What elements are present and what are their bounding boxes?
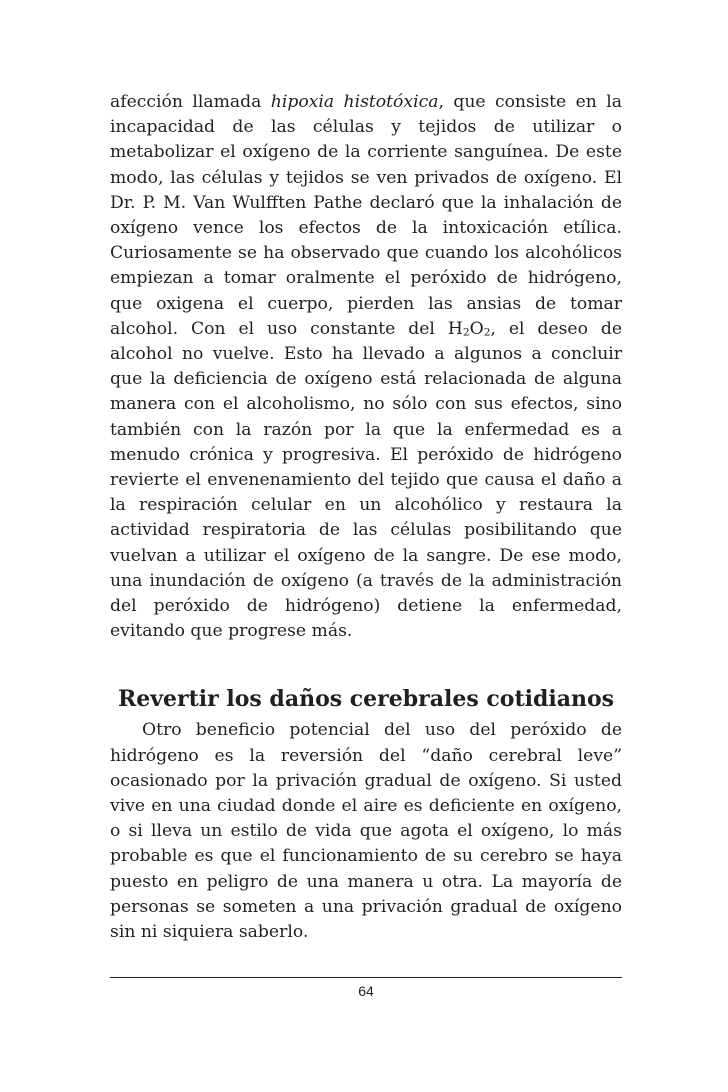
paragraph-text-start: afección llamada bbox=[110, 92, 271, 112]
paragraph-text-end: , el deseo de alcohol no vuelve. Esto ha llevado a algunos a concluir que la deficiencia de oxígeno está relacionada de alguna manera con el alcoholismo, no sólo con sus efectos, sino también con la razón por la que la enfermedad es a menudo crónica y progresiva. El peróxido de hidrógeno revierte el envenenamiento del tejido que causa el daño a la respiración celular en un alcohólico y restaura la actividad respiratoria de las células posibilitando que vuelvan a utilizar el oxígeno de la sangre. De ese modo, una inundación de oxígeno (a través de la administración del peróxido de hidrógeno) detiene la enfermedad, evitando que progrese más. bbox=[110, 318, 622, 642]
section-heading: Revertir los daños cerebrales cotidianos bbox=[117, 686, 615, 713]
paragraph-text-middle: , que consiste en la incapacidad de las células y tejidos de utilizar o metabolizar el oxígeno de la corriente sanguínea. De este modo, las células y tejidos se ven privados de oxígeno. El Dr. P. M. Van Wulfften Pathe declaró que la inhalación de oxígeno vence los efectos de la intoxicación etílica. Curiosamente se ha observado que cuando los alcohólicos empiezan a tomar oralmente el peróxido de hidrógeno, que oxigena el cuerpo, pierden las ansias de tomar alcohol. Con el uso constante del bbox=[110, 92, 622, 339]
footer-divider bbox=[110, 977, 622, 978]
paragraph-alcoholism bbox=[110, 90, 622, 644]
page-number: 64 bbox=[358, 983, 374, 999]
medical-term: hipoxia histotóxica bbox=[270, 92, 439, 112]
page-body bbox=[110, 90, 622, 945]
chemical-formula: $H_2O_2$ bbox=[447, 318, 491, 339]
paragraph-brain-damage: Otro beneficio potencial del uso del peróxido de hidrógeno es la reversión del “daño cerebral leve” ocasionado por la privación gradual de oxígeno. Si usted vive en una ciudad donde el aire es deficiente en oxígeno, o si lleva un estilo de vida que agota el oxígeno, lo más probable es que el funcionamiento de su cerebro se haya puesto en peligro de una manera u otra. La mayoría de personas se someten a una privación gradual de oxígeno sin ni siquiera saberlo. bbox=[110, 720, 622, 943]
